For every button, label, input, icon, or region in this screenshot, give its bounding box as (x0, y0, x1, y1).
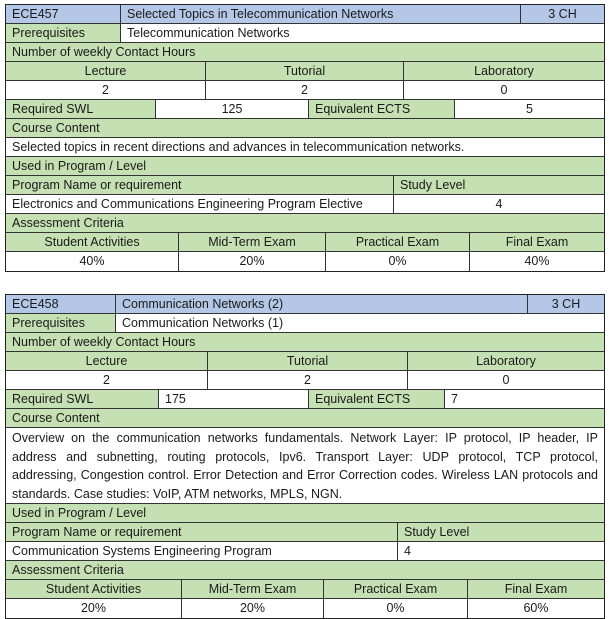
study-level-value: 4 (495, 197, 503, 211)
program-name-value: Communication Systems Engineering Program (6, 542, 398, 560)
course-content-text: Overview on the communication networks fundamentals. Network Layer: IP protocol, IP header, IP address and subnetting, routing protocols, Ipv6. Transport Layer: UDP protocol, TCP protocol, addressing, Congestion control. Error Detection and Error Correction codes. Wireless LAN protocols and standards. Case studies: VoIP, ATM networks, MPLS, NGN. (12, 431, 598, 501)
program-name-label: Program Name or requirement (6, 176, 394, 194)
student-activities-value: 20% (6, 599, 182, 618)
contact-hours-header-row (6, 62, 604, 81)
practical-exam-value: 0% (324, 599, 468, 618)
required-swl-value: 125 (156, 100, 309, 118)
assessment-criteria-label: Assessment Criteria (12, 563, 124, 577)
assessment-header-row (6, 233, 604, 252)
program-header-row (6, 176, 604, 195)
prerequisites-row (6, 314, 604, 333)
program-header-row (6, 523, 604, 542)
tutorial-value: 2 (208, 371, 408, 389)
used-in-program-heading-row (6, 504, 604, 523)
study-level-label: Study Level (400, 178, 466, 192)
program-name-label: Program Name or requirement (6, 523, 398, 541)
program-values-row (6, 542, 604, 561)
equivalent-ects-label: Equivalent ECTS (309, 100, 455, 118)
lecture-value: 2 (6, 371, 208, 389)
student-activities-value: 40% (6, 252, 179, 271)
course-title: Communication Networks (2) (116, 295, 528, 313)
course-content-text: Selected topics in recent directions and advances in telecommunication networks. (12, 140, 465, 154)
practical-exam-label: Practical Exam (324, 580, 468, 598)
final-exam-label: Final Exam (505, 235, 569, 249)
assessment-criteria-label: Assessment Criteria (12, 216, 124, 230)
equivalent-ects-value: 7 (445, 390, 604, 408)
program-values-row (6, 195, 604, 214)
required-swl-label: Required SWL (6, 100, 156, 118)
final-exam-value: 60% (523, 601, 549, 615)
laboratory-label: Laboratory (474, 64, 534, 78)
course-header-row (6, 295, 604, 314)
assessment-values-row (6, 599, 604, 618)
final-exam-value: 40% (524, 254, 550, 268)
required-swl-value: 175 (159, 390, 309, 408)
prerequisites-label: Prerequisites (6, 314, 116, 332)
contact-hours-label: Number of weekly Contact Hours (12, 45, 196, 59)
prerequisites-value: Communication Networks (1) (116, 314, 604, 332)
course-content-heading-row (6, 409, 604, 428)
assessment-heading-row (6, 561, 604, 580)
contact-hours-heading-row (6, 333, 604, 352)
contact-hours-header-row (6, 352, 604, 371)
equivalent-ects-value: 5 (455, 100, 604, 118)
lecture-value: 2 (6, 81, 206, 99)
contact-hours-label: Number of weekly Contact Hours (12, 335, 196, 349)
course-content-row (6, 428, 604, 504)
laboratory-value: 0 (500, 83, 508, 97)
contact-hours-values-row (6, 81, 604, 100)
laboratory-value: 0 (502, 373, 510, 387)
contact-hours-values-row (6, 371, 604, 390)
assessment-values-row (6, 252, 604, 271)
course-content-label: Course Content (12, 121, 100, 135)
mid-term-exam-value: 20% (182, 599, 324, 618)
swl-row (6, 100, 604, 119)
tutorial-label: Tutorial (206, 62, 404, 80)
assessment-header-row (6, 580, 604, 599)
used-in-program-label: Used in Program / Level (12, 159, 147, 173)
assessment-heading-row (6, 214, 604, 233)
course-title: Selected Topics in Telecommunication Networks (121, 5, 521, 23)
credit-hours: 3 CH (551, 297, 581, 311)
tutorial-value: 2 (206, 81, 404, 99)
mid-term-exam-label: Mid-Term Exam (179, 233, 326, 251)
course-content-label: Course Content (12, 411, 100, 425)
tutorial-label: Tutorial (208, 352, 408, 370)
used-in-program-heading-row (6, 157, 604, 176)
course-header-row (6, 5, 604, 24)
equivalent-ects-label: Equivalent ECTS (309, 390, 445, 408)
course-code: ECE457 (6, 5, 121, 23)
program-name-value: Electronics and Communications Engineering Program Elective (6, 195, 394, 213)
prerequisites-label: Prerequisites (6, 24, 121, 42)
course-table-ece458 (5, 294, 605, 619)
course-code: ECE458 (6, 295, 116, 313)
practical-exam-value: 0% (326, 252, 470, 271)
final-exam-label: Final Exam (504, 582, 568, 596)
study-level-value: 4 (404, 544, 411, 558)
lecture-label: Lecture (6, 62, 206, 80)
study-level-label: Study Level (404, 525, 470, 539)
student-activities-label: Student Activities (6, 233, 179, 251)
contact-hours-heading-row (6, 43, 604, 62)
swl-row (6, 390, 604, 409)
course-content-row (6, 138, 604, 157)
prerequisites-row (6, 24, 604, 43)
laboratory-label: Laboratory (476, 354, 536, 368)
prerequisites-value: Telecommunication Networks (121, 24, 604, 42)
used-in-program-label: Used in Program / Level (12, 506, 147, 520)
required-swl-label: Required SWL (6, 390, 159, 408)
course-content-heading-row (6, 119, 604, 138)
mid-term-exam-value: 20% (179, 252, 326, 271)
practical-exam-label: Practical Exam (326, 233, 470, 251)
lecture-label: Lecture (6, 352, 208, 370)
mid-term-exam-label: Mid-Term Exam (182, 580, 324, 598)
course-table-ece457 (5, 4, 605, 272)
credit-hours: 3 CH (548, 7, 577, 21)
student-activities-label: Student Activities (6, 580, 182, 598)
